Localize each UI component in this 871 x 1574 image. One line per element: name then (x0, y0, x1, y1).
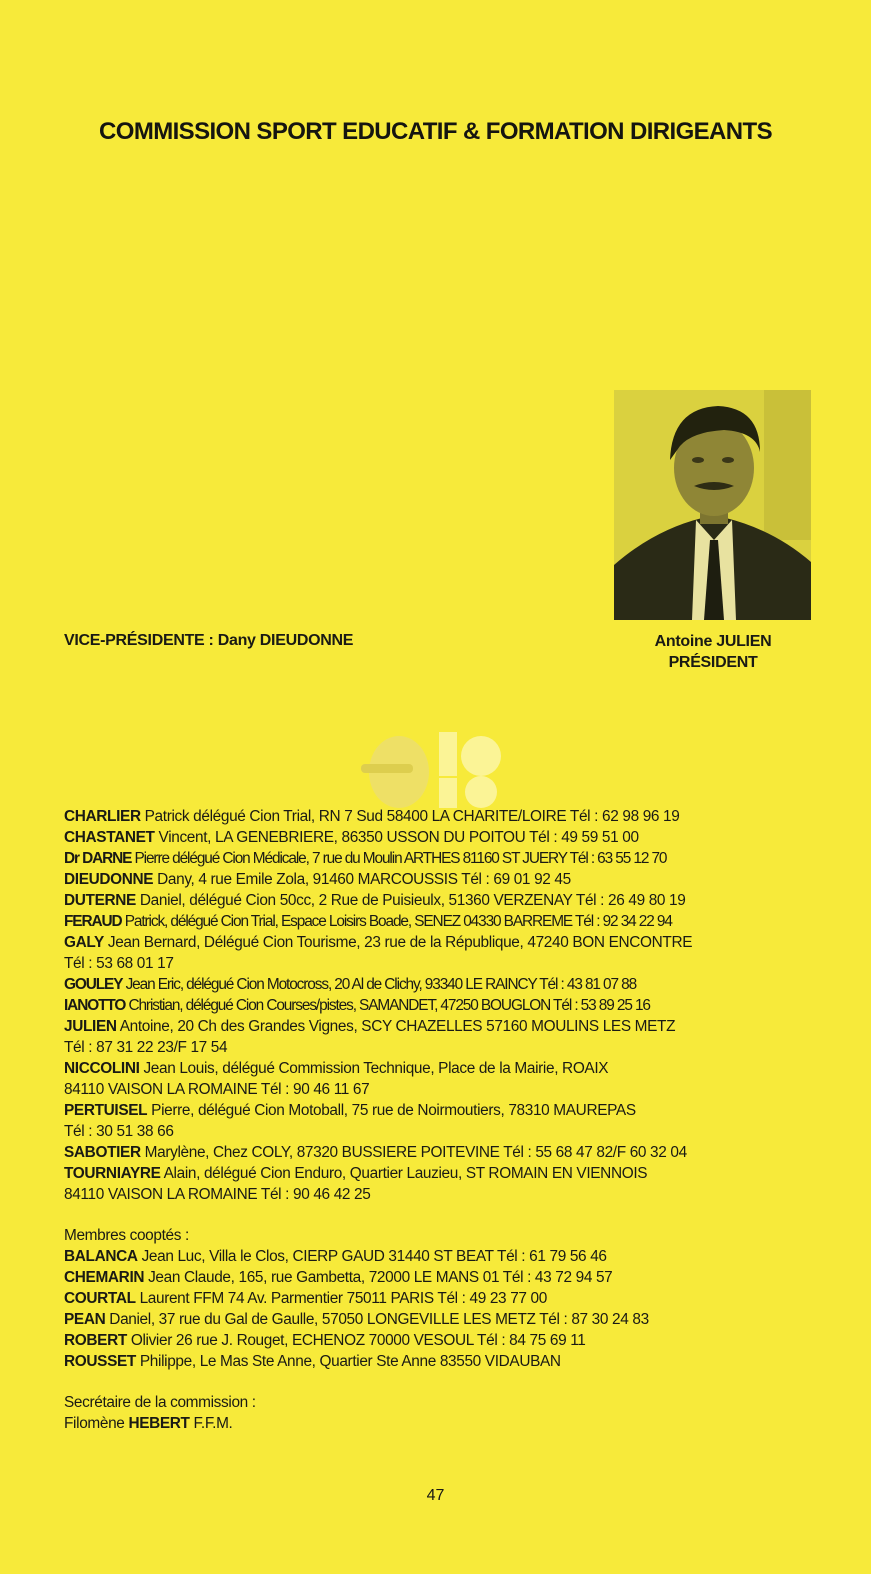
member-entry: DUTERNE Daniel, délégué Cion 50cc, 2 Rue de Puisieulx, 51360 VERZENAY Tél : 26 49 80 19 (64, 892, 686, 909)
page-number: 47 (426, 1487, 445, 1504)
member-entry: FERAUD Patrick, délégué Cion Trial, Espace Loisirs Boade, SENEZ 04330 BARREME Tél : 92 34 22 94 (64, 913, 672, 930)
secretary-block (64, 1392, 824, 1434)
president-photo (614, 390, 811, 620)
member-entry: DIEUDONNE Dany, 4 rue Emile Zola, 91460 MARCOUSSIS Tél : 69 01 92 45 (64, 871, 571, 888)
member-entry: SABOTIER Marylène, Chez COLY, 87320 BUSSIERE POITEVINE Tél : 55 68 47 82/F 60 32 04 (64, 1144, 687, 1161)
member-entry: NICCOLINI Jean Louis, délégué Commission Technique, Place de la Mairie, ROAIX (64, 1060, 609, 1077)
secretary-entry: Filomène HEBERT F.F.M. (64, 1415, 233, 1432)
member-entry: TOURNIAYRE Alain, délégué Cion Enduro, Quartier Lauzieu, ST ROMAIN EN VIENNOIS (64, 1165, 648, 1182)
coopted-entry: COURTAL Laurent FFM 74 Av. Parmentier 75011 PARIS Tél : 49 23 77 00 (64, 1290, 547, 1307)
member-entry-continued: Tél : 30 51 38 66 (64, 1123, 174, 1140)
member-entry: CHASTANET Vincent, LA GENEBRIERE, 86350 USSON DU POITOU Tél : 49 59 51 00 (64, 829, 639, 846)
coopted-entry: ROUSSET Philippe, Le Mas Ste Anne, Quartier Ste Anne 83550 VIDAUBAN (64, 1353, 561, 1370)
president-caption (600, 631, 826, 673)
members-list (64, 806, 824, 1434)
page-title: COMMISSION SPORT EDUCATIF & FORMATION DIRIGEANTS (99, 118, 772, 145)
coopted-entry: ROBERT Olivier 26 rue J. Rouget, ECHENOZ 70000 VESOUL Tél : 84 75 69 11 (64, 1332, 586, 1349)
secretary-heading: Secrétaire de la commission : (64, 1394, 256, 1411)
vice-president-label: VICE-PRÉSIDENTE : Dany DIEUDONNE (64, 632, 354, 649)
member-entry: CHARLIER Patrick délégué Cion Trial, RN 7 Sud 58400 LA CHARITE/LOIRE Tél : 62 98 96 19 (64, 808, 680, 825)
president-role: PRÉSIDENT (668, 654, 758, 671)
member-entry: PERTUISEL Pierre, délégué Cion Motoball, 75 rue de Noirmoutiers, 78310 MAUREPAS (64, 1102, 636, 1119)
member-entry-continued: Tél : 87 31 22 23/F 17 54 (64, 1039, 228, 1056)
member-entry-continued: 84110 VAISON LA ROMAINE Tél : 90 46 42 25 (64, 1186, 371, 1203)
coopted-entry: PEAN Daniel, 37 rue du Gal de Gaulle, 57050 LONGEVILLE LES METZ Tél : 87 30 24 83 (64, 1311, 649, 1328)
coopted-entry: CHEMARIN Jean Claude, 165, rue Gambetta, 72000 LE MANS 01 Tél : 43 72 94 57 (64, 1269, 613, 1286)
member-entry: JULIEN Antoine, 20 Ch des Grandes Vignes, SCY CHAZELLES 57160 MOULINS LES METZ (64, 1018, 676, 1035)
commission-members (64, 806, 824, 1205)
member-entry: GALY Jean Bernard, Délégué Cion Tourisme, 23 rue de la République, 47240 BON ENCONTRE (64, 934, 693, 951)
coopted-members (64, 1225, 824, 1372)
member-entry-continued: 84110 VAISON LA ROMAINE Tél : 90 46 11 67 (64, 1081, 370, 1098)
coopted-entry: BALANCA Jean Luc, Villa le Clos, CIERP GAUD 31440 ST BEAT Tél : 61 79 56 46 (64, 1248, 607, 1265)
member-entry: GOULEY Jean Eric, délégué Cion Motocross, 20 Al de Clichy, 93340 LE RAINCY Tél : 43 81 07 88 (64, 976, 637, 993)
watermark-logo (355, 730, 515, 810)
coopted-heading: Membres cooptés : (64, 1227, 189, 1244)
member-entry: Dr DARNE Pierre délégué Cion Médicale, 7 rue du Moulin ARTHES 81160 ST JUERY Tél : 63 55 12 70 (64, 850, 667, 867)
president-name: Antoine JULIEN (654, 633, 772, 650)
member-entry-continued: Tél : 53 68 01 17 (64, 955, 174, 972)
member-entry: IANOTTO Christian, délégué Cion Courses/pistes, SAMANDET, 47250 BOUGLON Tél : 53 89 25 16 (64, 997, 650, 1014)
